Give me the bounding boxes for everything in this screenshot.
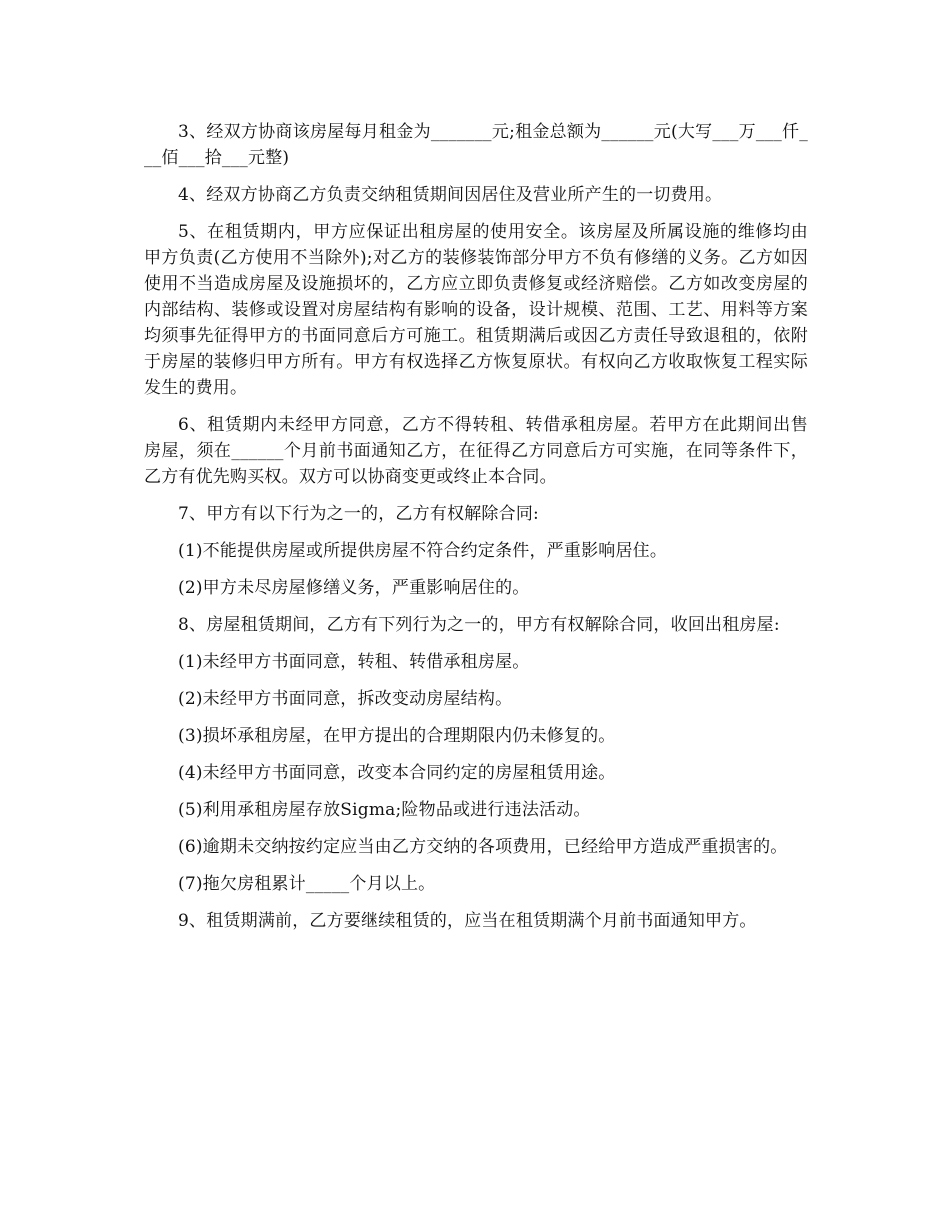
clause-8-heading: 8、房屋租赁期间，乙方有下列行为之一的，甲方有权解除合同，收回出租房屋: [178,615,780,635]
clause-8-item-4: (4)未经甲方书面同意，改变本合同约定的房屋租赁用途。 [178,763,616,783]
clause-8-item-3: (3)损坏承租房屋，在甲方提出的合理期限内仍未修复的。 [178,726,616,746]
clause-7-item-1: (1)不能提供房屋或所提供房屋不符合约定条件，严重影响居住。 [178,541,668,561]
clause-7-heading: 7、甲方有以下行为之一的，乙方有权解除合同: [178,504,539,524]
clause-3-rent: 3、经双方协商该房屋每月租金为_______元;租金总额为______元(大写___万___仟___佰___拾___元整) [144,122,808,168]
clause-8-item-2: (2)未经甲方书面同意，拆改变动房屋结构。 [178,689,513,709]
clause-7-item-2: (2)甲方未尽房屋修缮义务，严重影响居住的。 [178,578,530,598]
clause-8-item-6: (6)逾期未交纳按约定应当由乙方交纳的各项费用，已经给甲方造成严重损害的。 [178,837,788,857]
clause-5-maintenance: 5、在租赁期内，甲方应保证出租房屋的使用安全。该房屋及所属设施的维修均由甲方负责(乙方使用不当除外);对乙方的装修装饰部分甲方不负有修缮的义务。乙方如因使用不当造成房屋及设施损坏的，乙方应立即负责修复或经济赔偿。乙方如改变房屋的内部结构、装修或设置对房屋结构有影响的设备，设计规模、范围、工艺、用料等方案均须事先征得甲方的书面同意后方可施工。租赁期满后或因乙方责任导致退租的，依附于房屋的装修归甲方所有。甲方有权选择乙方恢复原状。有权向乙方收取恢复工程实际发生的费用。 [144,222,808,398]
document-page [144,119,808,945]
clause-8-item-1: (1)未经甲方书面同意，转租、转借承租房屋。 [178,652,530,672]
clause-4-expenses: 4、经双方协商乙方负责交纳租赁期间因居住及营业所产生的一切费用。 [178,185,723,205]
clause-9-renewal: 9、租赁期满前，乙方要继续租赁的，应当在租赁期满个月前书面通知甲方。 [178,911,757,931]
clause-8-item-7: (7)拖欠房租累计_____个月以上。 [178,874,436,894]
clause-8-item-5: (5)利用承租房屋存放Sigma;险物品或进行违法活动。 [178,800,591,820]
clause-6-sublet: 6、租赁期内未经甲方同意，乙方不得转租、转借承租房屋。若甲方在此期间出售房屋，须在______个月前书面通知乙方，在征得乙方同意后方可实施，在同等条件下，乙方有优先购买权。双方可以协商变更或终止本合同。 [144,415,808,487]
